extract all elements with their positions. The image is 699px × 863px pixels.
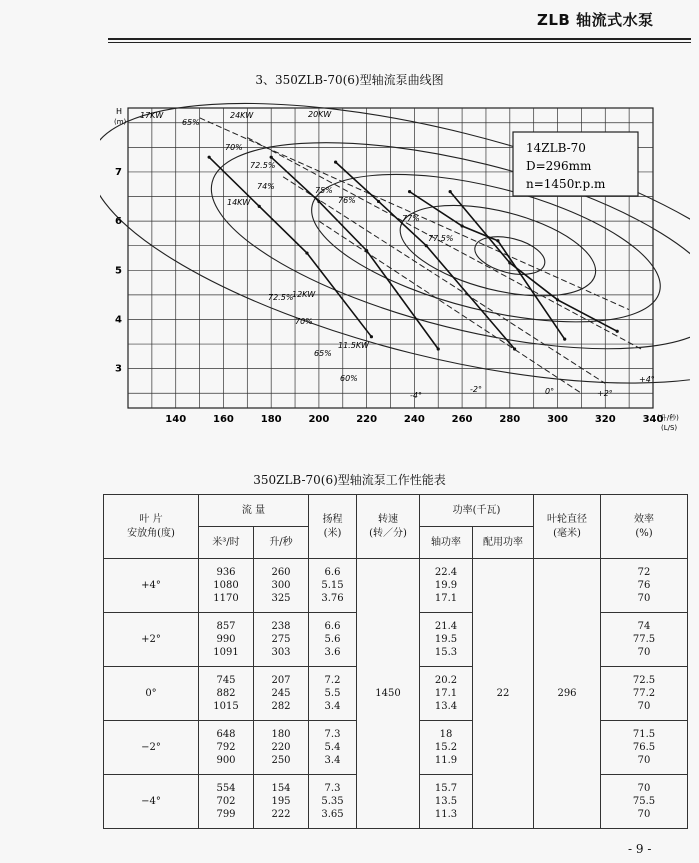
cell-flow-ls: 154 195 222 bbox=[254, 775, 309, 829]
curve-annotation: -2° bbox=[470, 385, 482, 394]
blade-angle-curve-4 bbox=[209, 157, 371, 337]
header-speed: 转速 (转／分) bbox=[357, 495, 420, 559]
curve-annotation: 24KW bbox=[230, 111, 254, 120]
data-point bbox=[563, 338, 566, 341]
x-tick-label: 160 bbox=[213, 414, 234, 425]
header-power: 功率(千瓦) bbox=[420, 495, 534, 527]
curve-annotation: 77.5% bbox=[428, 234, 454, 243]
cell-angle: −4° bbox=[104, 775, 199, 829]
table-row bbox=[104, 559, 688, 613]
cell-efficiency: 72.5 77.2 70 bbox=[601, 667, 688, 721]
cell-flow-m3h: 745 882 1015 bbox=[199, 667, 254, 721]
legend-line: D=296mm bbox=[526, 159, 592, 173]
cell-flow-ls: 238 275 303 bbox=[254, 613, 309, 667]
curve-annotation: 72.5% bbox=[250, 161, 276, 170]
header-diameter: 叶轮直径 (毫米) bbox=[534, 495, 601, 559]
cell-angle: −2° bbox=[104, 721, 199, 775]
curve-annotation: 75% bbox=[315, 186, 333, 195]
cell-efficiency: 72 76 70 bbox=[601, 559, 688, 613]
header-shaft-power: 轴功率 bbox=[420, 527, 473, 559]
cell-shaft-power: 21.4 19.5 15.3 bbox=[420, 613, 473, 667]
x-axis-unit: (L/S) bbox=[661, 424, 678, 432]
cell-motor-power: 22 bbox=[473, 559, 534, 829]
cell-flow-ls: 260 300 325 bbox=[254, 559, 309, 613]
cell-angle: +4° bbox=[104, 559, 199, 613]
cell-flow-m3h: 648 792 900 bbox=[199, 721, 254, 775]
curve-annotation: 72.5% bbox=[268, 293, 294, 302]
cell-angle: +2° bbox=[104, 613, 199, 667]
y-axis-label: H bbox=[116, 107, 123, 116]
cell-diameter: 296 bbox=[534, 559, 601, 829]
header-flow-ls: 升/秒 bbox=[254, 527, 309, 559]
data-point bbox=[508, 261, 511, 264]
x-tick-label: 300 bbox=[547, 414, 568, 425]
data-point bbox=[496, 239, 499, 242]
cell-shaft-power: 22.4 19.9 17.1 bbox=[420, 559, 473, 613]
x-tick-label: 200 bbox=[308, 414, 330, 425]
curve-annotation: -4° bbox=[410, 391, 422, 400]
data-point bbox=[513, 347, 516, 350]
curve-annotation: 60% bbox=[340, 374, 358, 383]
y-tick-label: 3 bbox=[115, 363, 122, 375]
cell-flow-ls: 180 220 250 bbox=[254, 721, 309, 775]
data-point bbox=[408, 190, 411, 193]
curve-annotation: 11.5KW bbox=[338, 341, 369, 350]
x-tick-label: 180 bbox=[260, 414, 282, 425]
page-number: - 9 - bbox=[628, 842, 652, 856]
chart-title: 3、350ZLB-70(6)型轴流泵曲线图 bbox=[255, 73, 444, 87]
performance-table bbox=[103, 494, 688, 829]
header-rule bbox=[108, 38, 691, 40]
curve-annotation: 0° bbox=[545, 387, 555, 396]
data-point bbox=[616, 330, 619, 333]
curve-annotation: 77% bbox=[402, 214, 420, 223]
header-flow-m3h: 米³/时 bbox=[199, 527, 254, 559]
y-axis-unit: (m) bbox=[114, 118, 127, 126]
cell-flow-ls: 207 245 282 bbox=[254, 667, 309, 721]
data-point bbox=[305, 251, 308, 254]
x-tick-label: 260 bbox=[451, 414, 473, 425]
data-point bbox=[449, 190, 452, 193]
x-tick-label: 240 bbox=[403, 414, 425, 425]
curve-annotation: 76% bbox=[338, 196, 356, 205]
x-tick-label: 220 bbox=[356, 414, 378, 425]
data-point bbox=[460, 224, 463, 227]
header-motor-power: 配用功率 bbox=[473, 527, 534, 559]
curve-annotation: 20KW bbox=[308, 110, 332, 119]
y-tick-label: 7 bbox=[115, 166, 122, 178]
curve-annotation: +4° bbox=[639, 375, 655, 384]
header-flow: 流 量 bbox=[199, 495, 309, 527]
cell-head: 6.6 5.15 3.76 bbox=[309, 559, 357, 613]
x-axis-label: (升/秒) bbox=[657, 414, 679, 422]
cell-efficiency: 71.5 76.5 70 bbox=[601, 721, 688, 775]
x-tick-label: 320 bbox=[594, 414, 616, 425]
legend-line: n=1450r.p.m bbox=[526, 177, 606, 191]
cell-shaft-power: 18 15.2 11.9 bbox=[420, 721, 473, 775]
data-point bbox=[377, 200, 380, 203]
data-point bbox=[556, 298, 559, 301]
data-point bbox=[437, 347, 440, 350]
y-tick-label: 6 bbox=[115, 216, 122, 228]
header-rule-thin bbox=[108, 42, 691, 43]
header-head: 扬程 (米) bbox=[309, 495, 357, 559]
data-point bbox=[365, 249, 368, 252]
page-header-title: ZLB 轴流式水泵 bbox=[537, 11, 654, 29]
header-efficiency: 效率 (%) bbox=[601, 495, 688, 559]
curve-annotation: 65% bbox=[314, 349, 332, 358]
curve-annotation: +2° bbox=[597, 389, 613, 398]
curve-annotation: 12KW bbox=[292, 290, 316, 299]
x-tick-label: 280 bbox=[499, 414, 521, 425]
chart-legend-box bbox=[513, 132, 638, 196]
curve-annotation: 70% bbox=[225, 143, 243, 152]
data-point bbox=[370, 335, 373, 338]
cell-flow-m3h: 857 990 1091 bbox=[199, 613, 254, 667]
curve-annotation: 14KW bbox=[227, 198, 251, 207]
cell-efficiency: 74 77.5 70 bbox=[601, 613, 688, 667]
cell-efficiency: 70 75.5 70 bbox=[601, 775, 688, 829]
cell-angle: 0° bbox=[104, 667, 199, 721]
cell-flow-m3h: 936 1080 1170 bbox=[199, 559, 254, 613]
cell-head: 7.3 5.4 3.4 bbox=[309, 721, 357, 775]
cell-head: 7.3 5.35 3.65 bbox=[309, 775, 357, 829]
data-point bbox=[270, 156, 273, 159]
cell-head: 7.2 5.5 3.4 bbox=[309, 667, 357, 721]
data-point bbox=[317, 200, 320, 203]
cell-head: 6.6 5.6 3.6 bbox=[309, 613, 357, 667]
curve-annotation: 74% bbox=[257, 182, 275, 191]
curve-annotation: 17KW bbox=[140, 111, 164, 120]
data-point bbox=[334, 160, 337, 163]
y-tick-label: 5 bbox=[115, 265, 122, 277]
curve-annotation: 65% bbox=[182, 118, 200, 127]
header-angle: 叶 片 安放角(度) bbox=[104, 495, 199, 559]
cell-flow-m3h: 554 702 799 bbox=[199, 775, 254, 829]
x-tick-label: 140 bbox=[165, 414, 187, 425]
data-point bbox=[208, 156, 211, 159]
data-point bbox=[425, 244, 428, 247]
curve-annotation: 70% bbox=[295, 317, 313, 326]
cell-shaft-power: 15.7 13.5 11.3 bbox=[420, 775, 473, 829]
legend-line: 14ZLB-70 bbox=[526, 141, 586, 155]
cell-shaft-power: 20.2 17.1 13.4 bbox=[420, 667, 473, 721]
table-title: 350ZLB-70(6)型轴流泵工作性能表 bbox=[253, 473, 446, 487]
cell-speed: 1450 bbox=[357, 559, 420, 829]
performance-chart bbox=[100, 100, 690, 445]
x-tick-label: 340 bbox=[642, 414, 664, 425]
y-tick-label: 4 bbox=[115, 314, 122, 326]
data-point bbox=[258, 205, 261, 208]
